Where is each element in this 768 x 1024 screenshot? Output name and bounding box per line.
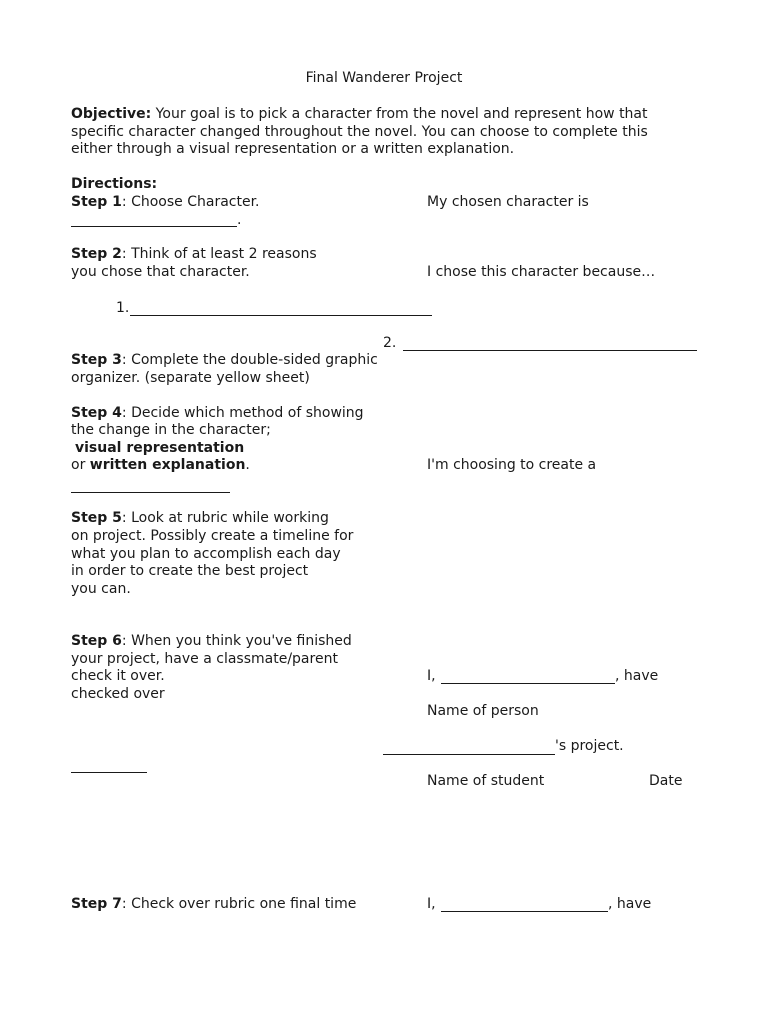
date-label: Date <box>649 773 683 789</box>
step1-line <box>71 194 260 211</box>
step6-i-text: I, <box>427 668 436 684</box>
step3-line-1 <box>71 352 378 369</box>
step5-line-3: what you plan to accomplish each day <box>71 546 341 562</box>
step6-line-3: check it over. <box>71 668 165 684</box>
objective-line-1 <box>71 106 648 123</box>
reason-2-blank[interactable] <box>403 350 697 351</box>
step5-line-1 <box>71 510 329 527</box>
step6-left-blank[interactable] <box>71 772 147 773</box>
step4-option-written-line <box>71 457 250 474</box>
step5-line-2: on project. Possibly create a timeline for <box>71 528 354 544</box>
step2-text-1: : Think of at least 2 reasons <box>121 246 317 262</box>
objective-label: Objective: <box>71 106 152 122</box>
step2-label: Step 2 <box>71 246 122 262</box>
step7-have-text: , have <box>608 896 652 912</box>
step3-label: Step 3 <box>71 352 122 368</box>
name-of-student-label: Name of student <box>427 773 545 789</box>
directions-label: Directions: <box>71 176 158 192</box>
step7-line <box>71 896 356 913</box>
step4-line-2: the change in the character; <box>71 422 271 438</box>
objective-line-3: either through a visual representation or a written explanation. <box>71 141 515 157</box>
reason-2-number: 2. <box>383 335 397 351</box>
step6-line-1 <box>71 633 352 650</box>
step3-line-2: organizer. (separate yellow sheet) <box>71 370 310 386</box>
step6-text-1: : When you think you've finished <box>121 633 352 649</box>
step4-right-text: I'm choosing to create a <box>427 457 597 473</box>
step4-line-1 <box>71 405 364 422</box>
written-explanation-option: written explanation <box>89 457 246 473</box>
step1-label: Step 1 <box>71 194 122 210</box>
step4-period: . <box>245 457 250 473</box>
step6-student-blank[interactable] <box>383 754 555 755</box>
step7-text: : Check over rubric one final time <box>121 896 357 912</box>
visual-representation-option: visual representation <box>75 440 245 456</box>
step6-have-text: , have <box>615 668 659 684</box>
step1-right-text: My chosen character is <box>427 194 589 210</box>
step5-line-4: in order to create the best project <box>71 563 309 579</box>
objective-line-2: specific character changed throughout the novel. You can choose to complete this <box>71 124 648 140</box>
project-suffix-text: 's project. <box>555 738 624 754</box>
step2-line-1 <box>71 246 317 263</box>
step7-name-blank[interactable] <box>441 911 608 912</box>
step4-label: Step 4 <box>71 405 122 421</box>
step5-label: Step 5 <box>71 510 122 526</box>
reason-1-blank[interactable] <box>130 315 432 316</box>
step2-right-text: I chose this character because… <box>427 264 656 280</box>
step7-label: Step 7 <box>71 896 122 912</box>
name-of-person-label: Name of person <box>427 703 539 719</box>
or-text: or <box>71 457 90 473</box>
step7-i-text: I, <box>427 896 436 912</box>
step1-period: . <box>237 212 242 228</box>
step4-text-1: : Decide which method of showing <box>121 405 364 421</box>
objective-text-1: Your goal is to pick a character from the novel and represent how that <box>151 106 648 122</box>
step5-line-5: you can. <box>71 581 131 597</box>
step6-line-4: checked over <box>71 686 165 702</box>
step6-label: Step 6 <box>71 633 122 649</box>
page-title: Final Wanderer Project <box>305 70 463 86</box>
step1-character-blank[interactable] <box>71 226 237 227</box>
step1-text: : Choose Character. <box>121 194 260 210</box>
step2-line-2: you chose that character. <box>71 264 250 280</box>
step4-method-blank[interactable] <box>71 492 230 493</box>
step5-text-1: : Look at rubric while working <box>121 510 329 526</box>
reason-1-number: 1. <box>116 300 130 316</box>
step4-option-visual <box>75 440 244 457</box>
step6-person-blank[interactable] <box>441 683 615 684</box>
step6-line-2: your project, have a classmate/parent <box>71 651 338 667</box>
step3-text-1: : Complete the double-sided graphic <box>121 352 378 368</box>
directions-heading <box>71 176 157 193</box>
